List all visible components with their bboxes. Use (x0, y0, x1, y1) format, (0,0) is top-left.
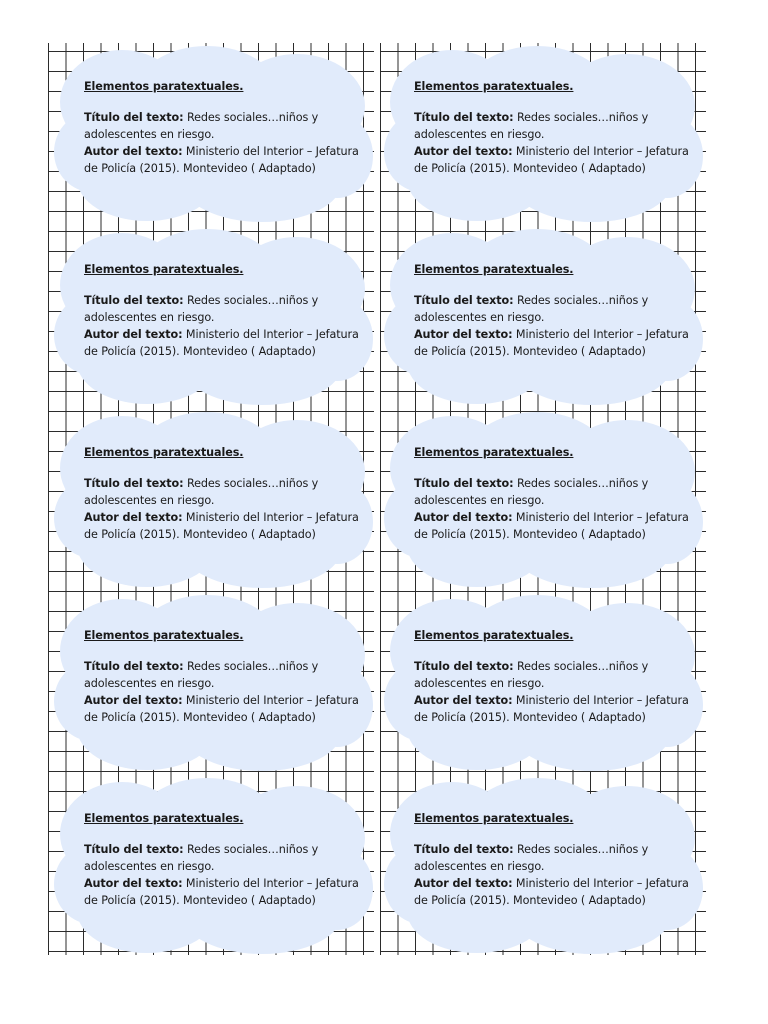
cloud-card (52, 593, 372, 773)
author-value: Ministerio del Interior – Jefatura de Policía (2015). Montevideo ( Adaptado) (84, 877, 359, 907)
card-author-line (84, 326, 368, 360)
title-label: Título del texto: (414, 294, 514, 307)
card-heading: Elementos paratextuales. (414, 812, 574, 825)
title-label: Título del texto: (414, 660, 514, 673)
author-value: Ministerio del Interior – Jefatura de Policía (2015). Montevideo ( Adaptado) (414, 694, 689, 724)
card-heading: Elementos paratextuales. (84, 263, 244, 276)
card-heading: Elementos paratextuales. (414, 80, 574, 93)
author-label: Autor del texto: (414, 694, 513, 707)
author-value: Ministerio del Interior – Jefatura de Policía (2015). Montevideo ( Adaptado) (414, 877, 689, 907)
card-text (84, 78, 368, 177)
card-author-line (84, 875, 368, 909)
card-author-line (84, 692, 368, 726)
card-title-line (414, 475, 698, 509)
card-title-line (84, 109, 368, 143)
column-gap (376, 43, 378, 955)
title-label: Título del texto: (414, 843, 514, 856)
card-text (84, 627, 368, 726)
author-label: Autor del texto: (84, 328, 183, 341)
title-value: Redes sociales…niños y adolescentes en riesgo. (84, 843, 319, 873)
card-title-line (84, 841, 368, 875)
author-label: Autor del texto: (84, 511, 183, 524)
cloud-card (52, 227, 372, 407)
card-text (414, 810, 698, 909)
card-heading: Elementos paratextuales. (84, 446, 244, 459)
title-label: Título del texto: (414, 111, 514, 124)
card-heading: Elementos paratextuales. (84, 812, 244, 825)
author-label: Autor del texto: (414, 145, 513, 158)
card-author-line (414, 143, 698, 177)
title-label: Título del texto: (414, 477, 514, 490)
title-value: Redes sociales…niños y adolescentes en riesgo. (84, 477, 319, 507)
title-value: Redes sociales…niños y adolescentes en riesgo. (414, 477, 649, 507)
card-heading: Elementos paratextuales. (84, 80, 244, 93)
card-text (84, 261, 368, 360)
card-title-line (414, 658, 698, 692)
cloud-card (382, 227, 702, 407)
card-title-line (84, 475, 368, 509)
title-value: Redes sociales…niños y adolescentes en riesgo. (414, 843, 649, 873)
cloud-card (382, 410, 702, 590)
card-text (414, 627, 698, 726)
author-value: Ministerio del Interior – Jefatura de Policía (2015). Montevideo ( Adaptado) (84, 145, 359, 175)
author-label: Autor del texto: (84, 145, 183, 158)
cloud-card (382, 44, 702, 224)
author-value: Ministerio del Interior – Jefatura de Policía (2015). Montevideo ( Adaptado) (414, 328, 689, 358)
title-label: Título del texto: (84, 477, 184, 490)
author-value: Ministerio del Interior – Jefatura de Policía (2015). Montevideo ( Adaptado) (84, 694, 359, 724)
card-heading: Elementos paratextuales. (84, 629, 244, 642)
card-author-line (414, 692, 698, 726)
card-heading: Elementos paratextuales. (414, 629, 574, 642)
card-author-line (84, 143, 368, 177)
card-heading: Elementos paratextuales. (414, 446, 574, 459)
cloud-card (382, 593, 702, 773)
card-text (84, 810, 368, 909)
author-label: Autor del texto: (84, 694, 183, 707)
author-value: Ministerio del Interior – Jefatura de Policía (2015). Montevideo ( Adaptado) (84, 511, 359, 541)
card-title-line (84, 658, 368, 692)
title-label: Título del texto: (84, 843, 184, 856)
title-value: Redes sociales…niños y adolescentes en riesgo. (414, 111, 649, 141)
author-label: Autor del texto: (84, 877, 183, 890)
card-text (414, 444, 698, 543)
author-label: Autor del texto: (414, 328, 513, 341)
card-title-line (414, 292, 698, 326)
card-title-line (84, 292, 368, 326)
title-value: Redes sociales…niños y adolescentes en riesgo. (84, 111, 319, 141)
card-title-line (414, 841, 698, 875)
card-heading: Elementos paratextuales. (414, 263, 574, 276)
author-label: Autor del texto: (414, 511, 513, 524)
title-label: Título del texto: (84, 111, 184, 124)
card-author-line (414, 509, 698, 543)
author-value: Ministerio del Interior – Jefatura de Policía (2015). Montevideo ( Adaptado) (84, 328, 359, 358)
card-text (414, 78, 698, 177)
card-title-line (414, 109, 698, 143)
author-value: Ministerio del Interior – Jefatura de Policía (2015). Montevideo ( Adaptado) (414, 145, 689, 175)
author-value: Ministerio del Interior – Jefatura de Policía (2015). Montevideo ( Adaptado) (414, 511, 689, 541)
card-author-line (84, 509, 368, 543)
card-text (84, 444, 368, 543)
card-author-line (414, 875, 698, 909)
card-text (414, 261, 698, 360)
title-value: Redes sociales…niños y adolescentes en riesgo. (414, 294, 649, 324)
cloud-card (52, 410, 372, 590)
title-value: Redes sociales…niños y adolescentes en riesgo. (414, 660, 649, 690)
author-label: Autor del texto: (414, 877, 513, 890)
title-value: Redes sociales…niños y adolescentes en riesgo. (84, 294, 319, 324)
title-label: Título del texto: (84, 660, 184, 673)
cloud-card (52, 44, 372, 224)
cloud-card (382, 776, 702, 956)
title-value: Redes sociales…niños y adolescentes en riesgo. (84, 660, 319, 690)
cloud-card (52, 776, 372, 956)
title-label: Título del texto: (84, 294, 184, 307)
card-author-line (414, 326, 698, 360)
